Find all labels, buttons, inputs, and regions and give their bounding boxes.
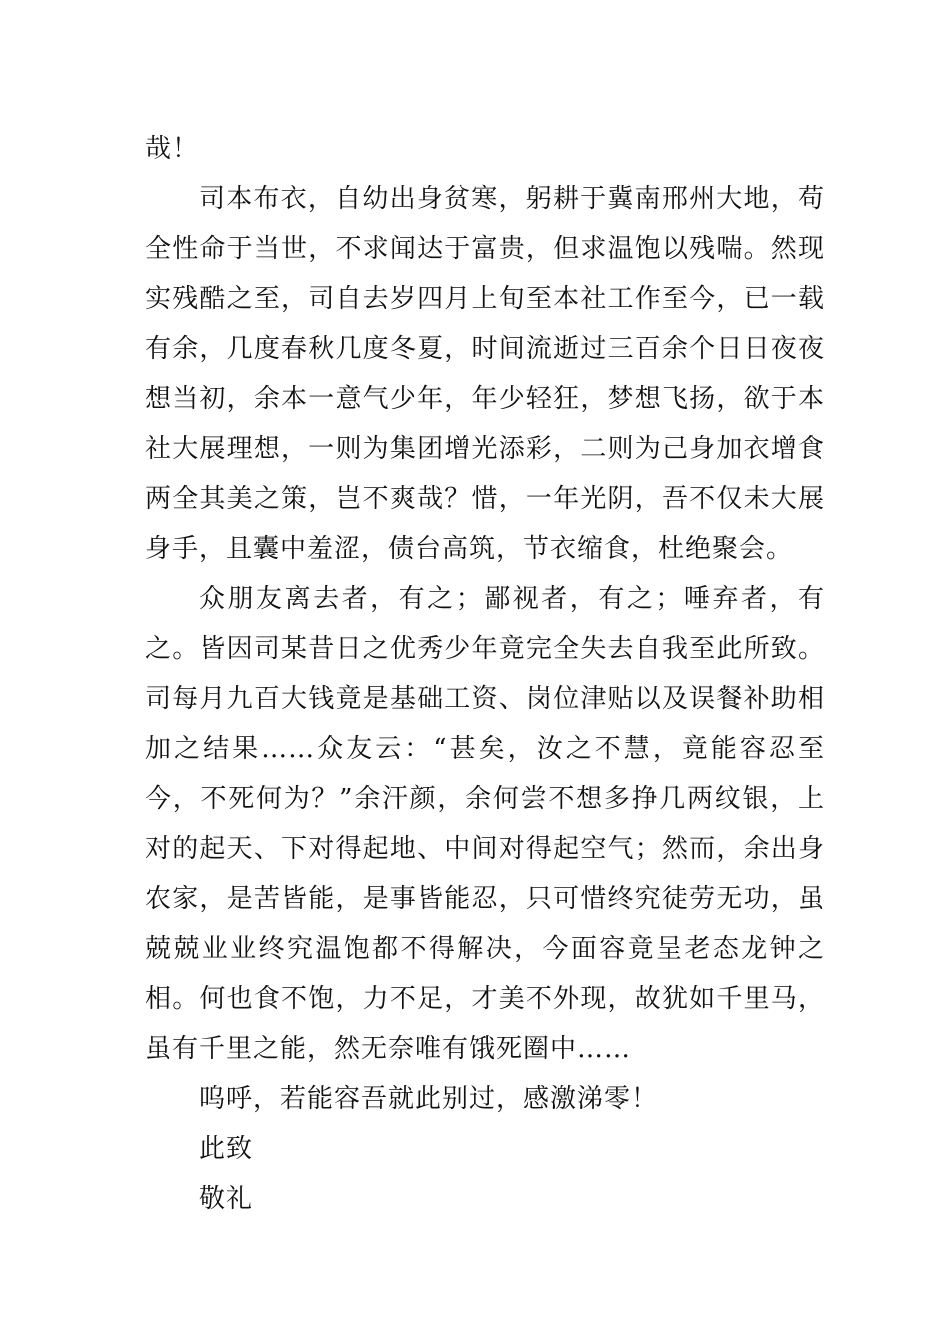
letter-body: [145, 124, 825, 1224]
paragraph-friends: 众朋友离去者，有之；鄙视者，有之；唾弃者，有之。皆因司某昔日之优秀少年竟完全失去自我至此所致。司每月九百大钱竟是基础工资、岗位津贴以及误餐补助相加之结果……众友云：“甚矣，汝之不慧，竟能容忍至今，不死何为？”余汗颜，余何尝不想多挣几两纹银，上对的起天、下对得起地、中间对得起空气；然而，余出身农家，是苦皆能，是事皆能忍，只可惜终究徒劳无功，虽兢兢业业终究温饱都不得解决，今面容竟呈老态龙钟之相。何也食不饱，力不足，才美不外现，故犹如千里马，虽有千里之能，然无奈唯有饿死圈中……: [145, 584, 825, 1064]
paragraph-background: 司本布衣，自幼出身贫寒，躬耕于冀南邢州大地，苟全性命于当世，不求闻达于富贵，但求温饱以残喘。然现实残酷之至，司自去岁四月上旬至本社工作至今，已一载有余，几度春秋几度冬夏，时间流逝过三百余个日日夜夜想当初，余本一意气少年，年少轻狂，梦想飞扬，欲于本社大展理想，一则为集团增光添彩，二则为己身加衣增食两全其美之策，岂不爽哉？惜，一年光阴，吾不仅未大展身手，且囊中羞涩，债台高筑，节衣缩食，杜绝聚会。: [145, 184, 825, 564]
closing-salutation: 此致: [199, 1134, 254, 1164]
paragraph-fragment: 哉！: [145, 134, 200, 164]
paragraph-farewell: 呜呼，若能容吾就此别过，感激涕零！: [199, 1084, 659, 1114]
closing-regards: 敬礼: [199, 1184, 254, 1214]
